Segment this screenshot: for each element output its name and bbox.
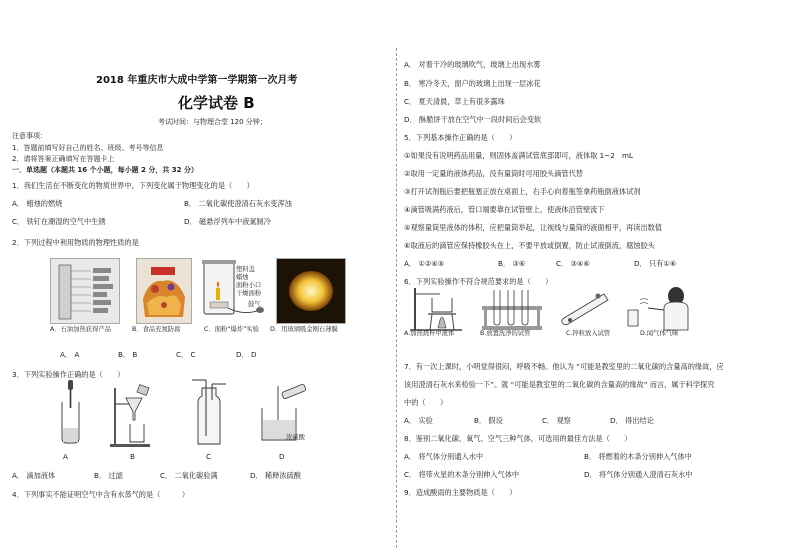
statement-item: ①如果没有说明药品用量，则固体盖满试管底部即可，液体取 1~2 mL [404,151,633,160]
option-a: A． A [60,350,80,359]
option-c: C． 将带火星的木条分别伸入气体中 [404,470,520,479]
food-package-image [136,258,192,324]
filtration-figure [108,384,158,448]
question-stem: 7．有一次上课时，小明觉得很闷，呼吸不畅。他认为 “可能是教室里的二氧化碳的含量高的缘故，应 [404,362,724,371]
question-stem: 4．下列事实不能证明空气中含有水蒸气的是（ ） [12,490,190,499]
option-b: B． 过滤 [94,471,123,480]
option-c: C． 夏天清晨，草上有很多露珠 [404,97,505,106]
image-caption: C.锌粒放入试管 [566,330,611,337]
option-b: B． 二氧化碳使澄清石灰水变浑浊 [184,199,292,208]
image-caption: A．石油加热获得产品 [50,326,111,333]
apparatus-label: 蜡烛 [236,274,249,281]
question-stem-line: 中的（ ） [404,398,448,407]
question-stem: 2．下列过程中利用物质的物理性质的是 [12,238,139,247]
option-d: D． 稀释浓硫酸 [250,471,301,480]
option-b: B． ③⑥ [498,259,526,268]
question-stem: 9．造成酸雨的主要物质是（ ） [404,488,517,497]
option-d: D． 将气体分别通入澄清石灰水中 [584,470,693,479]
note-item: 2．请将答案正确填写在答题卡上 [12,155,115,163]
option-b: B． 将燃着的木条分别伸入气体中 [584,452,692,461]
smelling-gas-figure [624,286,694,332]
option-c: C． C [176,350,196,359]
image-caption: B.放置洗净的试管 [480,330,531,337]
zinc-tube-figure [558,288,614,332]
option-a: A． 滴加液体 [12,471,56,480]
exam-school-title: 2018 年重庆市大成中学第一学期第一次月考 [96,75,298,86]
figure-letter: A [63,452,68,461]
figure-letter: D [279,452,285,461]
option-a: A． 对着干冷的玻璃吹气，玻璃上出现水雾 [404,60,541,69]
option-a: A． 实验 [404,416,433,425]
option-d: D． 得出结论 [610,416,654,425]
test-tube-rack-figure [478,288,548,332]
option-d: D． 磁悬浮列车中液氮制冷 [184,217,271,226]
petroleum-tower-image [50,258,120,324]
note-item: 1．答题前填写好自己的姓名、班级、考号等信息 [12,144,164,152]
image-caption: A.加热烧杯中液体 [404,330,455,337]
section-title: 一．单选题（本题共 16 个小题，每小题 2 分，共 32 分） [12,166,198,174]
diamond-film-image [276,258,346,324]
option-b: B． B [118,350,138,359]
option-a: A． 蜡烛的燃烧 [12,199,63,208]
apparatus-label: 干燥面粉 [236,290,262,297]
statement-item: ⑥取液后的滴管应保持橡胶头在上，不要平放或倒置，防止试液倒流，腐蚀胶头 [404,241,655,250]
question-stem: 3．下列实验操作正确的是（ ） [12,370,125,379]
apparatus-label: 鼓气 [248,301,261,308]
option-d: D． 酥脆饼干放在空气中一段时间后会变软 [404,115,542,124]
option-c: C． 观察 [542,416,571,425]
option-c: C． 二氧化碳验满 [160,471,218,480]
apparatus-label: 塑料盖 [236,266,255,273]
option-a: A． ①②④⑤ [404,259,445,268]
question-stem: 8．鉴别二氧化碳、氧气、空气三种气体，可选用的最佳方法是（ ） [404,434,632,443]
image-caption: D．用玻璃吸金刚石薄膜 [270,326,338,333]
option-a: A． 将气体分别通入水中 [404,452,484,461]
option-d: D． D [236,350,257,359]
option-d: D． 只有①⑥ [634,259,677,268]
question-stem: 6．下列实验操作不符合规范要求的是（ ） [404,277,553,286]
exam-info: 考试时间：与物理合堂 120 分钟； [158,118,267,126]
statement-item: ②取用一定量的液体药品，没有量筒时可用胶头滴管代替 [404,169,583,178]
dropper-test-tube-figure [50,380,90,444]
option-c: C． 铁钉在潮湿的空气中生锈 [12,217,106,226]
option-c: C． ③④⑥ [556,259,590,268]
notes-title: 注意事项： [12,132,47,140]
option-b: B． 假设 [474,416,503,425]
gas-bottle-figure [186,380,230,450]
image-caption: C．面粉“爆炸”实验 [204,326,259,333]
statement-item: ③打开试剂瓶后要把瓶塞正放在桌面上，右手心向着瓶签拿药瓶倒液体试剂 [404,187,641,196]
figure-letter: B [130,452,135,461]
statement-item: ④滴管吸满药液后，管口端要靠在试管壁上，使液体沿管壁流下 [404,205,605,214]
exam-subject-title: 化学试卷 B [178,94,255,112]
heating-beaker-figure [410,288,476,332]
apparatus-label: 面粉小口 [236,282,262,289]
question-stem: 1．我们生活在不断变化的物质世界中，下列变化属于物理变化的是（ ） [12,181,254,190]
question-stem-line: 该用澄清石灰水来检验一下”。就 “可能是教室里的二氧化碳的含量高的缘故” 而言，属于科学探究 [404,380,715,389]
image-caption: D.闻气体气味 [640,330,679,337]
column-divider [396,48,397,548]
question-stem: 5．下列基本操作正确的是（ ） [404,133,517,142]
figure-letter: C [206,452,212,461]
image-caption: B．食品充氮防腐 [132,326,181,333]
option-b: B． 寒冷冬天，窗户的玻璃上出现一层冰花 [404,79,541,88]
statement-item: ⑤观察量筒里液体的体积，应把量筒举起，让视线与量筒的液面相平，再读出数值 [404,223,663,232]
apparatus-label: 浓硫酸 [286,434,305,441]
